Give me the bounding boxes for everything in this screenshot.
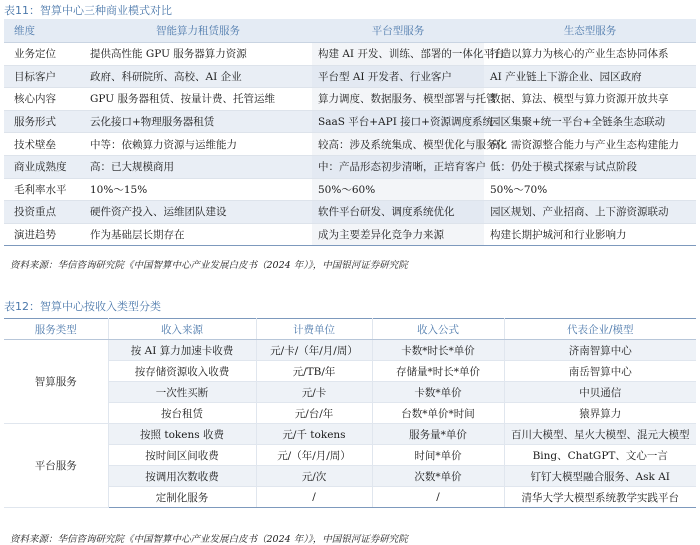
table-cell: 打造以算力为核心的产业生态协同体系: [484, 43, 696, 66]
column-header: 生态型服务: [484, 19, 696, 43]
table-cell: 平台型 AI 开发者、行业客户: [312, 65, 484, 88]
table-cell: 按时间区间收费: [108, 445, 256, 466]
table-row: [4, 340, 696, 361]
table-cell: 50%～60%: [312, 178, 484, 201]
column-header: 维度: [4, 19, 84, 43]
table-cell: 元/卡/（年/月/周）: [256, 340, 372, 361]
table-cell: 一次性买断: [108, 382, 256, 403]
table-cell: /: [256, 487, 372, 508]
table-cell: 作为基础层长期存在: [84, 223, 312, 246]
row-dimension: 投资重点: [4, 201, 84, 224]
table-cell: 元/台/年: [256, 403, 372, 424]
table-cell: 按存储资源收入收费: [108, 361, 256, 382]
table-cell: 提供高性能 GPU 服务器算力资源: [84, 43, 312, 66]
table-cell: 济南智算中心: [504, 340, 696, 361]
table-cell: 算力调度、数据服务、模型部署与托管: [312, 88, 484, 111]
table-cell: GPU 服务器租赁、按量计费、托管运维: [84, 88, 312, 111]
table-row: [4, 223, 696, 246]
table1-caption: 表11：智算中心三种商业模式对比: [4, 4, 172, 17]
table-cell: 构建 AI 开发、训练、部署的一体化平台: [312, 43, 484, 66]
table-cell: 钉钉大模型融合服务、Ask AI: [504, 466, 696, 487]
column-header: 收入来源: [108, 319, 256, 340]
table-cell: 高：已大规模商用: [84, 155, 312, 178]
table-cell: 10%～15%: [84, 178, 312, 201]
table-cell: 软件平台研发、调度系统优化: [312, 201, 484, 224]
table-cell: 元/千 tokens: [256, 424, 372, 445]
row-dimension: 技术壁垒: [4, 133, 84, 156]
column-header: 收入公式: [372, 319, 504, 340]
table-cell: 元/次: [256, 466, 372, 487]
table-row: [4, 424, 696, 445]
table-row: [4, 466, 696, 487]
table-cell: 构建长期护城河和行业影响力: [484, 223, 696, 246]
table-cell: 服务量*单价: [372, 424, 504, 445]
service-type-cell: 智算服务: [4, 340, 108, 424]
table-row: [4, 382, 696, 403]
table-cell: 时间*单价: [372, 445, 504, 466]
column-header: 计费单位: [256, 319, 372, 340]
table-cell: 按台租赁: [108, 403, 256, 424]
table-cell: 定制化服务: [108, 487, 256, 508]
table-cell: 中等：依赖算力资源与运维能力: [84, 133, 312, 156]
table-cell: 按 AI 算力加速卡收费: [108, 340, 256, 361]
table-row: [4, 65, 696, 88]
table-row: [4, 155, 696, 178]
table-row: [4, 403, 696, 424]
table-cell: 成为主要差异化竞争力来源: [312, 223, 484, 246]
table-row: [4, 201, 696, 224]
table-row: [4, 88, 696, 111]
row-dimension: 业务定位: [4, 43, 84, 66]
table-cell: 存储量*时长*单价: [372, 361, 504, 382]
table-cell: 按调用次数收费: [108, 466, 256, 487]
table-row: [4, 110, 696, 133]
table-header-row: [4, 19, 696, 43]
table-cell: 政府、科研院所、高校、AI 企业: [84, 65, 312, 88]
table-cell: 园区集聚+统一平台+全链条生态联动: [484, 110, 696, 133]
row-dimension: 商业成熟度: [4, 155, 84, 178]
table-cell: 按照 tokens 收费: [108, 424, 256, 445]
table-cell: 南岳智算中心: [504, 361, 696, 382]
table-cell: 中贝通信: [504, 382, 696, 403]
column-header: 代表企业/模型: [504, 319, 696, 340]
column-header: 服务类型: [4, 319, 108, 340]
table-cell: SaaS 平台+API 接口+资源调度系统: [312, 110, 484, 133]
table-cell: 清华大学大模型系统教学实践平台: [504, 487, 696, 508]
table-cell: 低：仍处于模式探索与试点阶段: [484, 155, 696, 178]
service-type-cell: 平台服务: [4, 424, 108, 508]
row-dimension: 核心内容: [4, 88, 84, 111]
table-cell: 元/卡: [256, 382, 372, 403]
table-cell: 百川大模型、星火大模型、混元大模型: [504, 424, 696, 445]
table-cell: 较高：涉及系统集成、模型优化与服务化: [312, 133, 484, 156]
table-cell: 卡数*单价: [372, 382, 504, 403]
row-dimension: 毛利率水平: [4, 178, 84, 201]
table-cell: 中：产品形态初步清晰，正培育客户: [312, 155, 484, 178]
table-cell: 硬件资产投入、运维团队建设: [84, 201, 312, 224]
table-cell: 次数*单价: [372, 466, 504, 487]
table2-source: 资料来源：华信咨询研究院《中国智算中心产业发展白皮书（2024 年）》，中国银河证券研究院: [10, 534, 408, 545]
business-model-table: [4, 19, 696, 246]
table-cell: AI 产业链上下游企业、园区政府: [484, 65, 696, 88]
revenue-type-table: [4, 318, 696, 508]
row-dimension: 演进趋势: [4, 223, 84, 246]
table-cell: 数据、算法、模型与算力资源开放共享: [484, 88, 696, 111]
table1-source: 资料来源：华信咨询研究院《中国智算中心产业发展白皮书（2024 年）》，中国银河证券研究院: [10, 260, 408, 271]
table-row: [4, 361, 696, 382]
table-cell: 50%～70%: [484, 178, 696, 201]
table-cell: 卡数*时长*单价: [372, 340, 504, 361]
table-cell: 台数*单价*时间: [372, 403, 504, 424]
table-cell: 高：需资源整合能力与产业生态构建能力: [484, 133, 696, 156]
table-header-row: [4, 319, 696, 340]
table-row: [4, 43, 696, 66]
table-cell: 园区规划、产业招商、上下游资源联动: [484, 201, 696, 224]
table-cell: 元/TB/年: [256, 361, 372, 382]
column-header: 智能算力租赁服务: [84, 19, 312, 43]
table-cell: /: [372, 487, 504, 508]
table-row: [4, 178, 696, 201]
column-header: 平台型服务: [312, 19, 484, 43]
row-dimension: 服务形式: [4, 110, 84, 133]
table-row: [4, 487, 696, 508]
table2-caption: 表12：智算中心按收入类型分类: [4, 300, 161, 313]
table-cell: Bing、ChatGPT、文心一言: [504, 445, 696, 466]
table-row: [4, 133, 696, 156]
table-cell: 猿界算力: [504, 403, 696, 424]
table-row: [4, 445, 696, 466]
row-dimension: 目标客户: [4, 65, 84, 88]
table-cell: 元/（年/月/周）: [256, 445, 372, 466]
table-cell: 云化接口+物理服务器租赁: [84, 110, 312, 133]
